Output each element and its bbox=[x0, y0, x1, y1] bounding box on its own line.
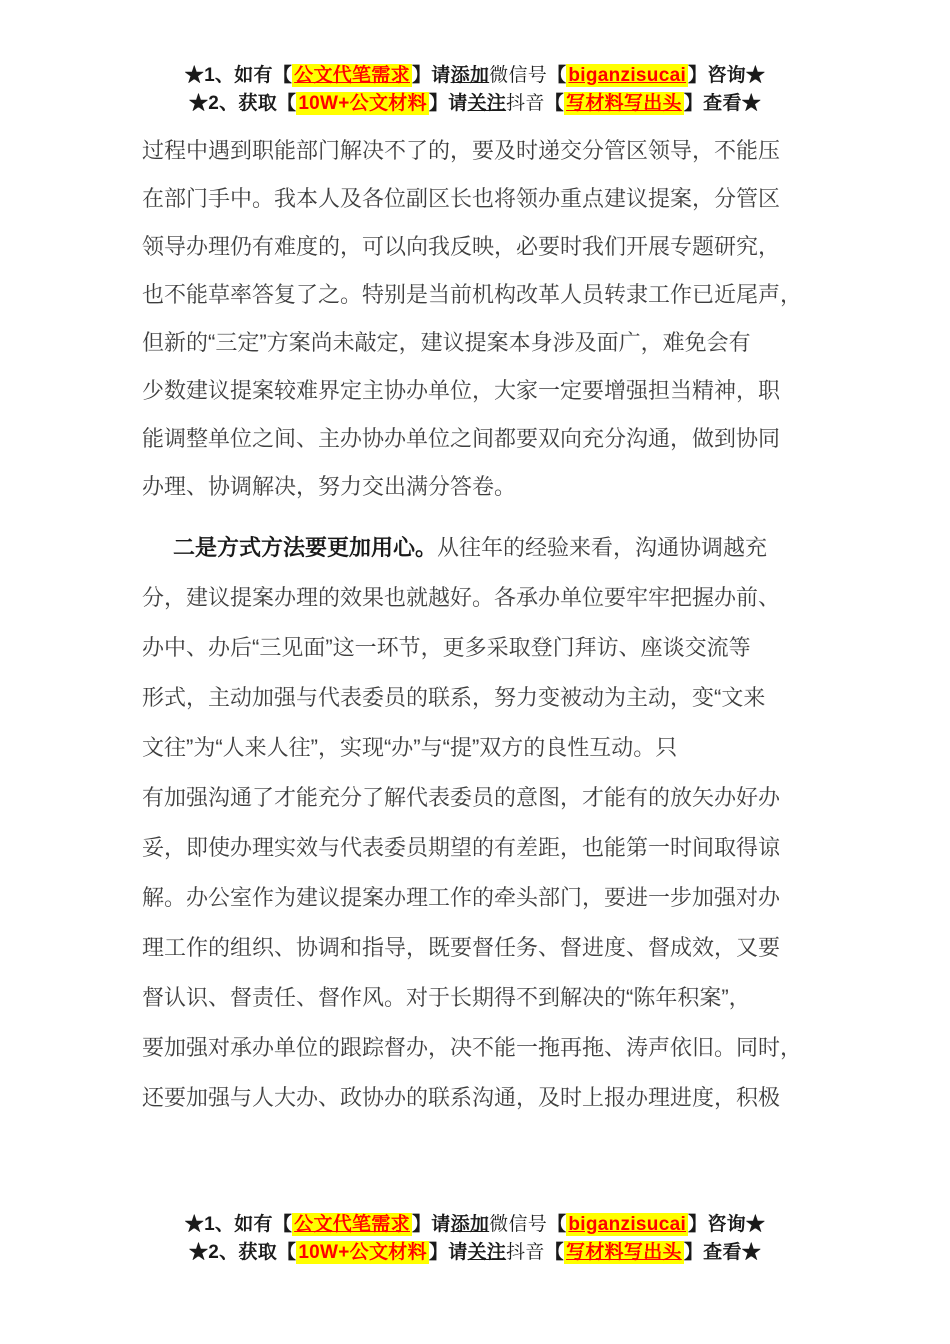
highlighted-text-run: 公文代笔需求 bbox=[294, 1214, 410, 1235]
highlighted-text-run: biganzisucai bbox=[568, 1214, 687, 1235]
text-line bbox=[142, 367, 810, 415]
document-body bbox=[142, 127, 810, 1123]
text-run: ★2、获取【 bbox=[188, 1242, 297, 1263]
text-line bbox=[142, 673, 810, 723]
text-run: 抖音 bbox=[506, 1242, 545, 1263]
text-run: 办中、办后“三见面”这一环节，更多采取登门拜访、座谈交流等 bbox=[142, 635, 751, 660]
text-run: 办理、协调解决，努力交出满分答卷。 bbox=[142, 474, 517, 499]
text-line bbox=[142, 873, 810, 923]
text-line bbox=[142, 175, 810, 223]
text-line bbox=[142, 415, 810, 463]
text-run: 也不能草率答复了之。特别是当前机构改革人员转隶工作已近尾声， bbox=[142, 282, 803, 307]
text-run: 但新的“三定”方案尚未敲定，建议提案本身涉及面广，难免会有 bbox=[142, 330, 751, 355]
highlighted-text-run: 写材料写出头 bbox=[566, 93, 682, 114]
text-run: 分，建议提案办理的效果也就越好。各承办单位要牢牢把握办前、 bbox=[142, 585, 781, 610]
promo-line-2 bbox=[0, 90, 950, 118]
text-run: 添加 bbox=[450, 1214, 490, 1235]
text-run: 】咨询★ bbox=[688, 1214, 766, 1235]
text-run: 】请 bbox=[411, 1214, 451, 1235]
text-line bbox=[142, 463, 810, 511]
text-run: 【 bbox=[547, 65, 567, 86]
text-run: 过程中遇到职能部门解决不了的，要及时递交分管区领导，不能压 bbox=[142, 138, 781, 163]
text-run: 文往”为“人来人往”，实现“办”与“提”双方的良性互动。只 bbox=[142, 735, 678, 760]
paragraph-1 bbox=[142, 127, 810, 511]
paragraph-2 bbox=[142, 523, 810, 1123]
text-run: 形式，主动加强与代表委员的联系，努力变被动为主动，变“文来 bbox=[142, 685, 766, 710]
highlighted-text-run: 公文代笔需求 bbox=[294, 65, 410, 86]
text-run: 添加 bbox=[450, 65, 490, 86]
promo-banner-bottom bbox=[0, 1211, 950, 1267]
text-line bbox=[142, 223, 810, 271]
text-run: 领导办理仍有难度的，可以向我反映，必要时我们开展专题研究， bbox=[142, 234, 781, 259]
text-run: 少数建议提案较难界定主协办单位，大家一定要增强担当精神，职 bbox=[142, 378, 781, 403]
text-line bbox=[142, 319, 810, 367]
text-run: 】查看★ bbox=[683, 1242, 762, 1263]
text-run: 还要加强与人大办、政协办的联系沟通，及时上报办理进度，积极 bbox=[142, 1085, 781, 1110]
text-line bbox=[142, 623, 810, 673]
text-run: 】请 bbox=[428, 93, 468, 114]
text-run: 有加强沟通了才能充分了解代表委员的意图，才能有的放矢办好办 bbox=[142, 785, 781, 810]
text-run: 督认识、督责任、督作风。对于长期得不到解决的“陈年积案”， bbox=[142, 985, 751, 1010]
text-line bbox=[142, 773, 810, 823]
text-line bbox=[142, 1073, 810, 1123]
text-run: 关注 bbox=[467, 1242, 507, 1263]
text-run: ★1、如有【 bbox=[184, 1214, 293, 1235]
text-run: 】查看★ bbox=[683, 93, 762, 114]
text-run: 【 bbox=[544, 1242, 565, 1263]
text-run: 微信号 bbox=[489, 1214, 548, 1235]
text-run: 二是方式方法要更加用心。 bbox=[173, 535, 438, 560]
text-line bbox=[142, 723, 810, 773]
text-run: 解。办公室作为建议提案办理工作的牵头部门，要进一步加强对办 bbox=[142, 885, 781, 910]
promo-line-1 bbox=[0, 1211, 950, 1239]
highlighted-text-run: 写材料写出头 bbox=[566, 1242, 682, 1263]
text-run: 关注 bbox=[467, 93, 507, 114]
text-line bbox=[142, 973, 810, 1023]
text-run: 从往年的经验来看，沟通协调越充 bbox=[437, 535, 768, 560]
text-run: ★2、获取【 bbox=[188, 93, 297, 114]
text-run: 能调整单位之间、主办协办单位之间都要双向充分沟通，做到协同 bbox=[142, 426, 781, 451]
highlighted-text-run: 10W+公文材料 bbox=[298, 1242, 427, 1263]
text-run: 】咨询★ bbox=[688, 65, 766, 86]
text-line bbox=[142, 573, 810, 623]
text-line bbox=[142, 127, 810, 175]
text-line bbox=[142, 271, 810, 319]
promo-line-2 bbox=[0, 1239, 950, 1267]
text-run: 要加强对承办单位的跟踪督办，决不能一拖再拖、涛声依旧。同时， bbox=[142, 1035, 803, 1060]
text-line bbox=[142, 1023, 810, 1073]
text-run: 】请 bbox=[411, 65, 451, 86]
text-run: 抖音 bbox=[506, 93, 545, 114]
text-run: 妥，即使办理实效与代表委员期望的有差距，也能第一时间取得谅 bbox=[142, 835, 781, 860]
promo-banner-top bbox=[0, 62, 950, 118]
text-line bbox=[142, 523, 810, 573]
highlighted-text-run: biganzisucai bbox=[568, 65, 687, 86]
text-run: 】请 bbox=[428, 1242, 468, 1263]
text-run: 【 bbox=[544, 93, 565, 114]
text-run: 微信号 bbox=[489, 65, 548, 86]
promo-line-1 bbox=[0, 62, 950, 90]
text-run: 【 bbox=[547, 1214, 567, 1235]
highlighted-text-run: 10W+公文材料 bbox=[298, 93, 427, 114]
text-run: 在部门手中。我本人及各位副区长也将领办重点建议提案，分管区 bbox=[142, 186, 781, 211]
text-line bbox=[142, 923, 810, 973]
text-run: ★1、如有【 bbox=[184, 65, 293, 86]
text-run: 理工作的组织、协调和指导，既要督任务、督进度、督成效，又要 bbox=[142, 935, 781, 960]
text-line bbox=[142, 823, 810, 873]
